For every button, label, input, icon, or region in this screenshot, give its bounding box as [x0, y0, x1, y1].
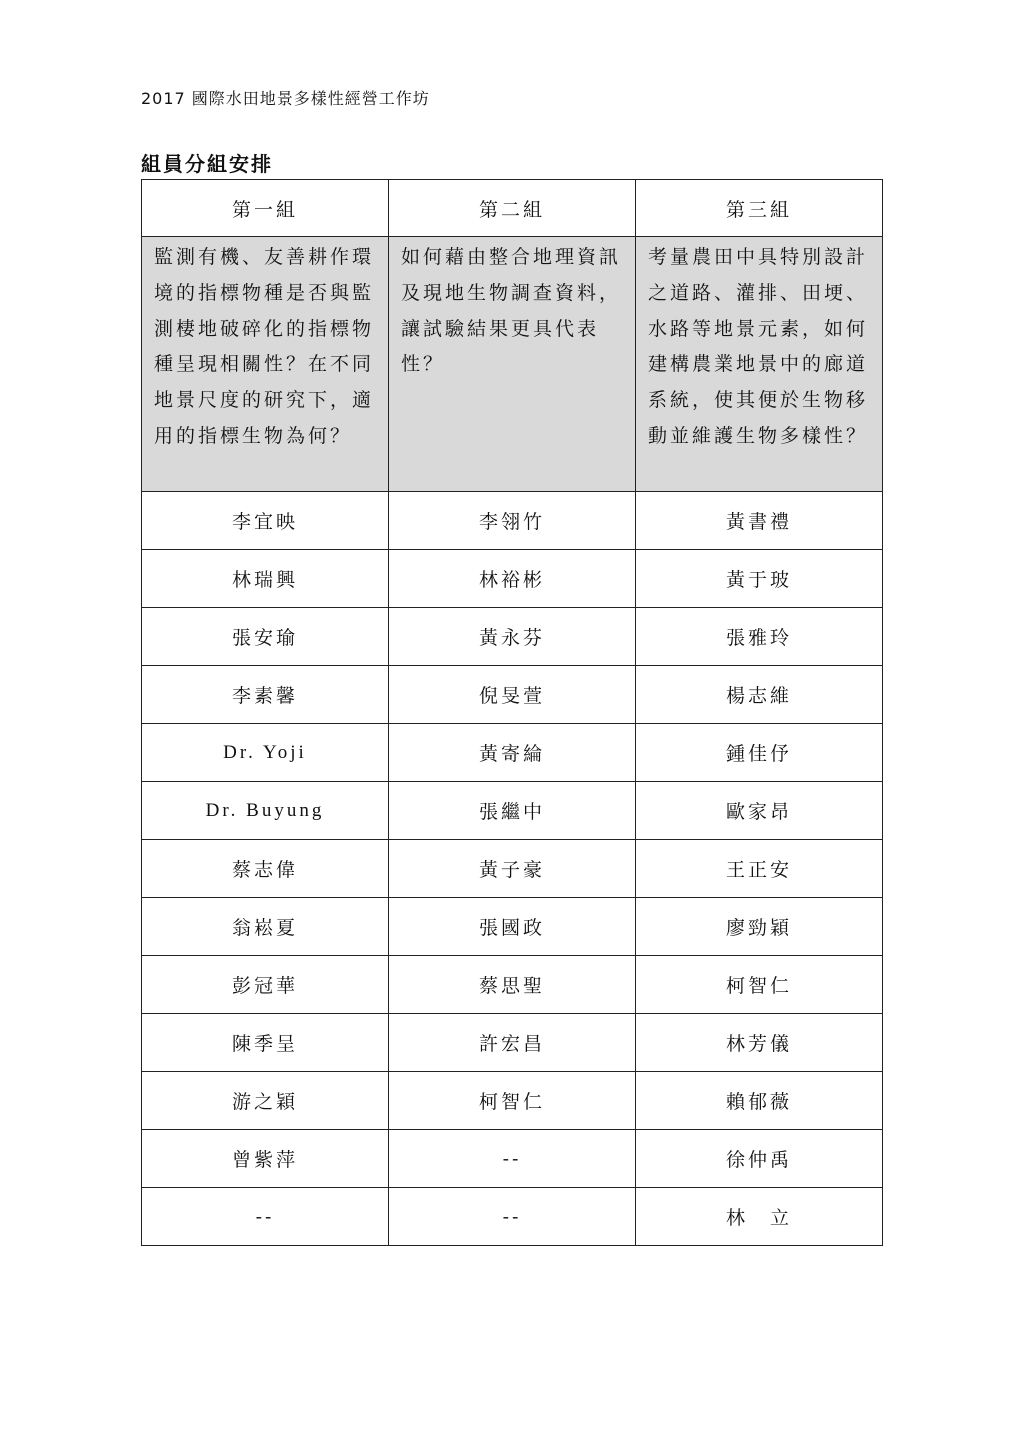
member-cell: 黃子豪: [389, 840, 636, 898]
member-cell: 歐家昂: [636, 782, 883, 840]
table-row: [142, 840, 883, 898]
document-header: 2017 國際水田地景多樣性經營工作坊: [141, 89, 430, 108]
member-cell: 王正安: [636, 840, 883, 898]
group-2-header: 第二組: [389, 180, 636, 237]
member-cell: 張國政: [389, 898, 636, 956]
member-cell: 張安瑜: [142, 608, 389, 666]
section-title: 組員分組安排: [141, 152, 273, 176]
member-cell: 李素馨: [142, 666, 389, 724]
member-cell: 林瑞興: [142, 550, 389, 608]
member-cell: 蔡志偉: [142, 840, 389, 898]
member-cell: 鍾佳伃: [636, 724, 883, 782]
table-row: [142, 1014, 883, 1072]
topic-row: [142, 237, 883, 492]
member-cell: 陳季呈: [142, 1014, 389, 1072]
table-row: [142, 898, 883, 956]
group-3-header: 第三組: [636, 180, 883, 237]
table-row: [142, 724, 883, 782]
member-cell: 李宜映: [142, 492, 389, 550]
table-row: [142, 666, 883, 724]
member-cell: 黃于玻: [636, 550, 883, 608]
member-cell: 李翎竹: [389, 492, 636, 550]
member-cell: --: [389, 1130, 636, 1188]
member-cell: 黃永芬: [389, 608, 636, 666]
table-row: [142, 1072, 883, 1130]
table-row: [142, 782, 883, 840]
member-cell: 張繼中: [389, 782, 636, 840]
member-cell: 倪旻萱: [389, 666, 636, 724]
member-cell: 林 立: [636, 1188, 883, 1246]
member-cell: 許宏昌: [389, 1014, 636, 1072]
member-cell: 楊志維: [636, 666, 883, 724]
member-cell: 黃寄綸: [389, 724, 636, 782]
table-row: [142, 956, 883, 1014]
member-cell: 林裕彬: [389, 550, 636, 608]
member-cell: 徐仲禹: [636, 1130, 883, 1188]
group-1-topic: 監測有機、友善耕作環境的指標物種是否與監測棲地破碎化的指標物種呈現相關性？在不同地景尺度的研究下，適用的指標生物為何？: [142, 237, 389, 492]
group-table: [141, 179, 883, 1246]
member-cell: 彭冠華: [142, 956, 389, 1014]
member-cell: 賴郁薇: [636, 1072, 883, 1130]
group-3-topic: 考量農田中具特別設計之道路、灌排、田埂、水路等地景元素，如何建構農業地景中的廊道系統，使其便於生物移動並維護生物多樣性？: [636, 237, 883, 492]
member-cell: 曾紫萍: [142, 1130, 389, 1188]
member-cell: 蔡思聖: [389, 956, 636, 1014]
member-cell: 翁崧夏: [142, 898, 389, 956]
table-row: [142, 550, 883, 608]
member-cell: 黃書禮: [636, 492, 883, 550]
member-cell: 林芳儀: [636, 1014, 883, 1072]
member-cell: 柯智仁: [636, 956, 883, 1014]
group-2-topic: 如何藉由整合地理資訊及現地生物調查資料，讓試驗結果更具代表性？: [389, 237, 636, 492]
member-cell: --: [142, 1188, 389, 1246]
table-row: [142, 608, 883, 666]
table-row: [142, 492, 883, 550]
group-header-row: [142, 180, 883, 237]
member-cell: 張雅玲: [636, 608, 883, 666]
table-row: [142, 1130, 883, 1188]
member-cell: Dr. Yoji: [142, 724, 389, 782]
member-cell: 廖勁穎: [636, 898, 883, 956]
member-cell: Dr. Buyung: [142, 782, 389, 840]
member-cell: --: [389, 1188, 636, 1246]
member-cell: 游之穎: [142, 1072, 389, 1130]
group-1-header: 第一組: [142, 180, 389, 237]
table-row: [142, 1188, 883, 1246]
member-cell: 柯智仁: [389, 1072, 636, 1130]
